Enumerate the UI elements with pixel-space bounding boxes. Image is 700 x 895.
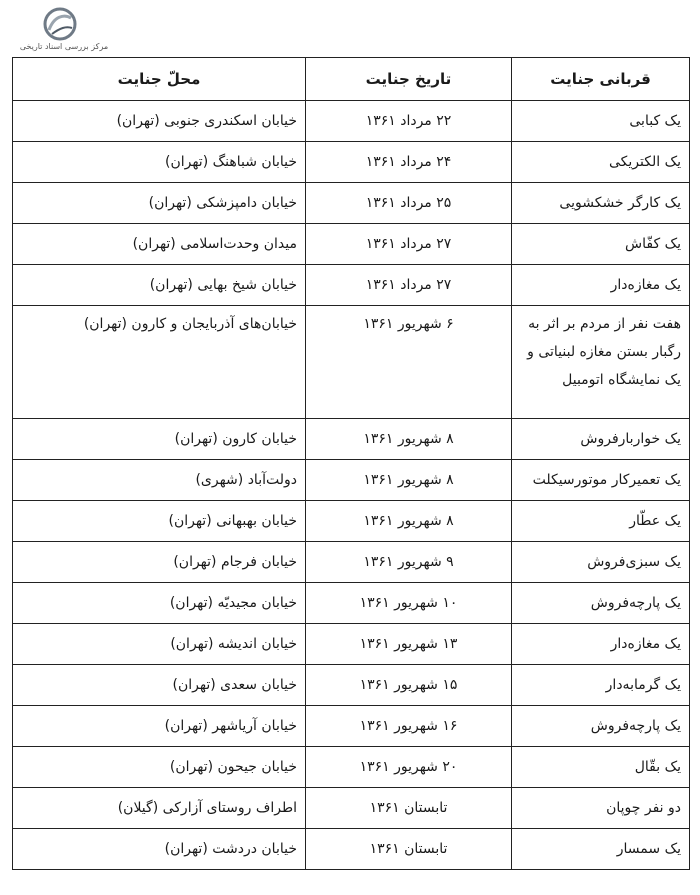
cell-place: خیابان اسکندری جنوبی (تهران) (13, 101, 306, 142)
cell-place: اطراف روستای آزارکی (گیلان) (13, 788, 306, 829)
cell-date: ۹ شهریور ۱۳۶۱ (306, 542, 512, 583)
cell-date: ۱۰ شهریور ۱۳۶۱ (306, 583, 512, 624)
cell-date: ۲۴ مرداد ۱۳۶۱ (306, 142, 512, 183)
cell-victim: هفت نفر از مردم بر اثر به رگبار بستن مغازه لبنیاتی و یک نمایشگاه اتومبیل (512, 306, 690, 419)
cell-place: خیابان شیخ بهایی (تهران) (13, 265, 306, 306)
logo-emblem-icon (40, 6, 80, 42)
cell-date: ۲۷ مرداد ۱۳۶۱ (306, 265, 512, 306)
cell-victim: یک مغازه‌دار (512, 265, 690, 306)
cell-place: خیابان جیحون (تهران) (13, 747, 306, 788)
cell-date: تابستان ۱۳۶۱ (306, 788, 512, 829)
table-row (13, 460, 690, 501)
table-row (13, 624, 690, 665)
cell-victim: یک خواربارفروش (512, 419, 690, 460)
table-row (13, 501, 690, 542)
cell-place: خیابان دردشت (تهران) (13, 829, 306, 870)
cell-place: خیابان سعدی (تهران) (13, 665, 306, 706)
table-row (13, 706, 690, 747)
cell-victim: یک الکتریکی (512, 142, 690, 183)
cell-victim: یک گرمابه‌دار (512, 665, 690, 706)
table-row (13, 224, 690, 265)
cell-victim: یک پارچه‌فروش (512, 706, 690, 747)
table-row (13, 306, 690, 419)
table-row (13, 101, 690, 142)
table-row (13, 419, 690, 460)
cell-victim: یک مغازه‌دار (512, 624, 690, 665)
cell-victim: یک پارچه‌فروش (512, 583, 690, 624)
cell-place: دولت‌آباد (شهری) (13, 460, 306, 501)
cell-victim: یک تعمیرکار موتورسیکلت (512, 460, 690, 501)
header-date: تاریخ جنایت (306, 58, 512, 101)
cell-place: خیابان‌های آذربایجان و کارون (تهران) (13, 306, 306, 419)
cell-place: خیابان آریاشهر (تهران) (13, 706, 306, 747)
table-row (13, 747, 690, 788)
cell-date: ۱۳ شهریور ۱۳۶۱ (306, 624, 512, 665)
header-place: محلّ جنایت (13, 58, 306, 101)
cell-place: خیابان فرجام (تهران) (13, 542, 306, 583)
cell-date: ۸ شهریور ۱۳۶۱ (306, 501, 512, 542)
cell-date: ۶ شهریور ۱۳۶۱ (306, 306, 512, 419)
cell-place: خیابان بهبهانی (تهران) (13, 501, 306, 542)
table-header-row (13, 58, 690, 101)
cell-victim: یک سبزی‌فروش (512, 542, 690, 583)
cell-place: خیابان دامپزشکی (تهران) (13, 183, 306, 224)
cell-date: ۲۷ مرداد ۱۳۶۱ (306, 224, 512, 265)
cell-date: ۲۲ مرداد ۱۳۶۱ (306, 101, 512, 142)
table-row (13, 142, 690, 183)
cell-date: ۲۰ شهریور ۱۳۶۱ (306, 747, 512, 788)
cell-victim: دو نفر چوپان (512, 788, 690, 829)
logo-caption: مرکز بررسی اسناد تاریخی (19, 42, 109, 51)
table-row (13, 265, 690, 306)
table-row (13, 183, 690, 224)
crimes-table (12, 57, 690, 870)
cell-place: خیابان اندیشه (تهران) (13, 624, 306, 665)
cell-date: ۸ شهریور ۱۳۶۱ (306, 460, 512, 501)
cell-victim: یک بقّال (512, 747, 690, 788)
cell-place: میدان وحدت‌اسلامی (تهران) (13, 224, 306, 265)
cell-place: خیابان مجیدیّه (تهران) (13, 583, 306, 624)
cell-victim: یک سمسار (512, 829, 690, 870)
cell-place: خیابان شباهنگ (تهران) (13, 142, 306, 183)
cell-date: تابستان ۱۳۶۱ (306, 829, 512, 870)
cell-date: ۸ شهریور ۱۳۶۱ (306, 419, 512, 460)
cell-victim: یک کبابی (512, 101, 690, 142)
table-row (13, 788, 690, 829)
cell-victim: یک کارگر خشکشویی (512, 183, 690, 224)
cell-date: ۱۵ شهریور ۱۳۶۱ (306, 665, 512, 706)
table-row (13, 665, 690, 706)
cell-place: خیابان کارون (تهران) (13, 419, 306, 460)
logo (16, 6, 112, 56)
cell-victim: یک کفّاش (512, 224, 690, 265)
header-victim: قربانی جنایت (512, 58, 690, 101)
table-row (13, 542, 690, 583)
cell-date: ۲۵ مرداد ۱۳۶۱ (306, 183, 512, 224)
table-row (13, 583, 690, 624)
cell-victim: یک عطّار (512, 501, 690, 542)
cell-date: ۱۶ شهریور ۱۳۶۱ (306, 706, 512, 747)
table-row (13, 829, 690, 870)
